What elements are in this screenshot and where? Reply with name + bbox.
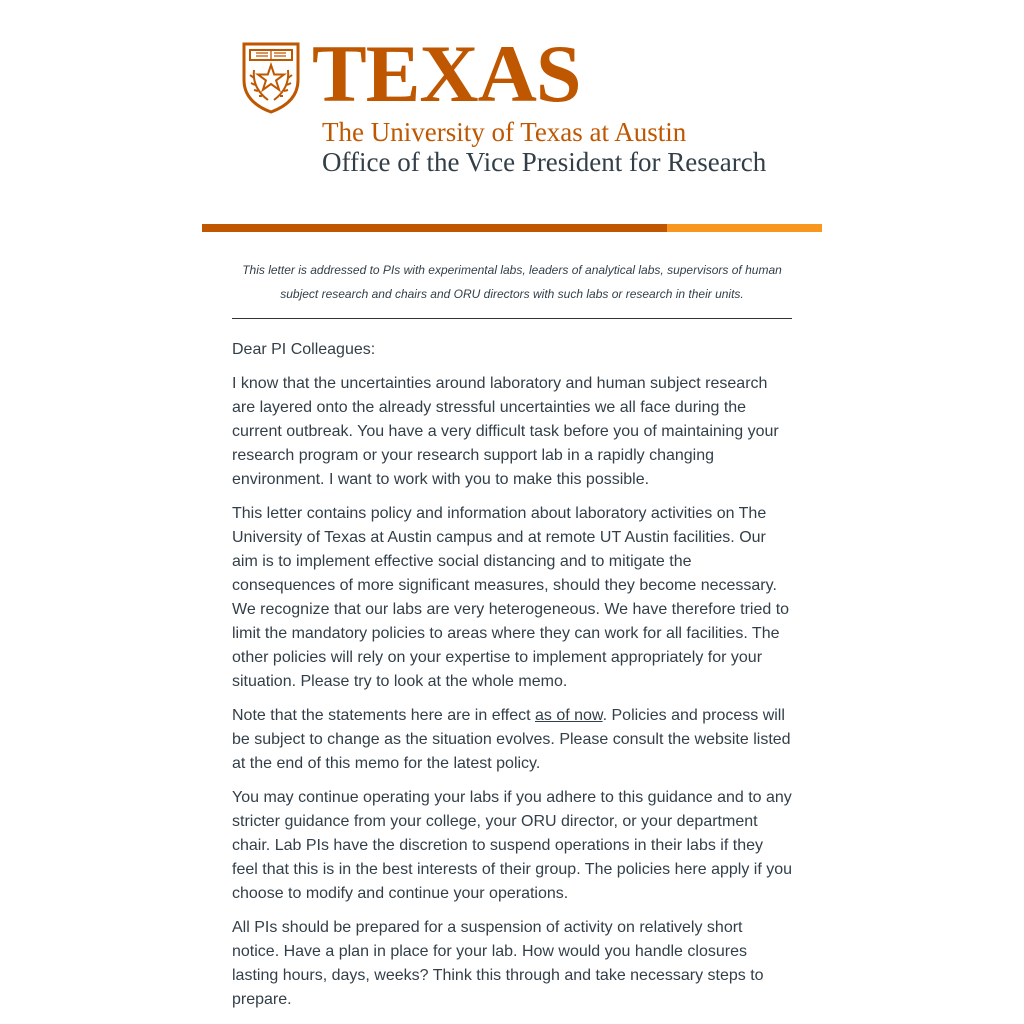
paragraph-3-rest: . Policies and process will be subject to change as the situation evolves. Please consult the website listed at the end of this memo for the latest policy.	[232, 707, 791, 772]
paragraph-1: I know that the uncertainties around laboratory and human subject research are layered onto the already stressful uncertainties we all face during the current outbreak. You have a very difficult task before you of maintaining your research program or your research support lab in a rapidly changing environment. I want to work with you to make this possible.	[232, 375, 779, 488]
letterhead	[202, 0, 822, 232]
letter-content	[232, 256, 792, 1022]
paragraph-5: All PIs should be prepared for a suspension of activity on relatively short notice. Have a plan in place for your lab. How would you handle closures lasting hours, days, weeks? Think this through and take necessary steps to prepare.	[232, 919, 764, 1008]
ut-seal-icon	[242, 40, 300, 114]
divider-bar-light-segment	[667, 224, 822, 232]
divider-bar-dark-segment	[202, 224, 667, 232]
paragraph-3-lead: Note that the statements here are in effect	[232, 707, 535, 724]
university-name: The University of Texas at Austin	[322, 117, 687, 147]
letter-body	[232, 338, 792, 1012]
paragraph-2: This letter contains policy and information about laboratory activities on The University of Texas at Austin campus and at remote UT Austin facilities. Our aim is to implement effective social distancing and to mitigate the consequences of more significant measures, should they become necessary. We recognize that our labs are very heterogeneous. We have therefore tried to limit the mandatory policies to areas where they can work for all facilities. The other policies will rely on your expertise to implement appropriately for your situation. Please try to look at the whole memo.	[232, 505, 790, 690]
salutation: Dear PI Colleagues:	[232, 341, 376, 358]
audience-note: This letter is addressed to PIs with experimental labs, leaders of analytical labs, supervisors of human subject research and chairs and ORU directors with such labs or research in their units.	[232, 256, 792, 319]
texas-wordmark: TEXAS	[312, 28, 581, 119]
header-divider-bar	[202, 224, 822, 232]
paragraph-4: You may continue operating your labs if you adhere to this guidance and to any stricter guidance from your college, your ORU director, or your department chair. Lab PIs have the discretion to suspend operations in their labs if they feel that this is in the best interests of their group. The policies here apply if you choose to modify and continue your operations.	[232, 789, 793, 902]
as-of-now-emphasis: as of now	[535, 707, 603, 724]
paragraph-3	[232, 704, 792, 776]
office-name: Office of the Vice President for Research	[322, 147, 767, 177]
